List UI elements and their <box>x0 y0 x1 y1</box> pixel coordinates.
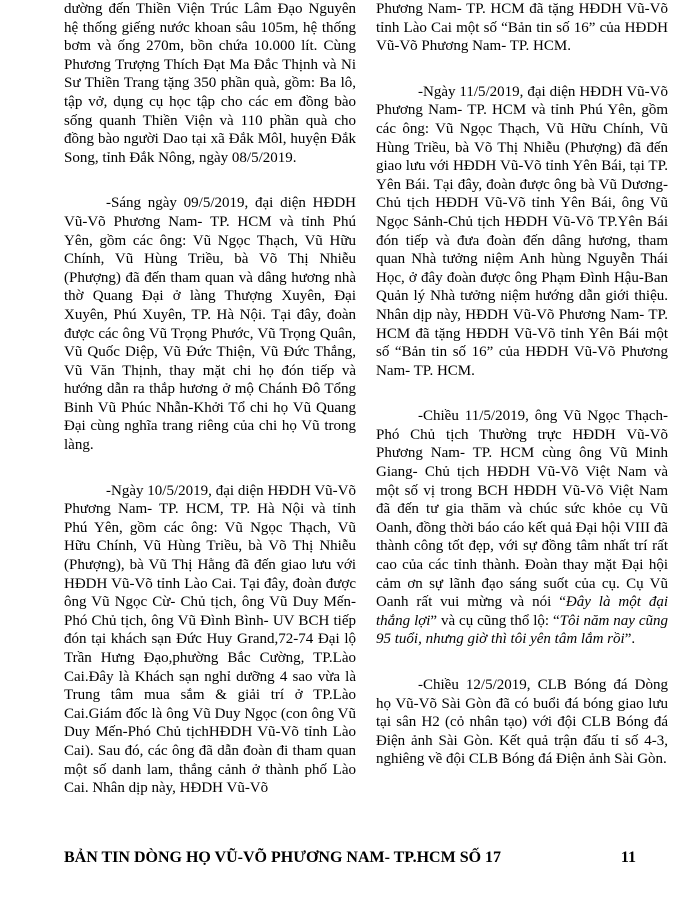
right-column <box>376 0 668 769</box>
right-paragraph-4: -Chiều 12/5/2019, CLB Bóng đá Dòng họ Vũ-Võ Sài Gòn đã có buổi đá bóng giao lưu tại sân H2 (cỏ nhân tạo) với đội CLB Bóng đá Điện ảnh Sài Gòn. Kết quả trận đấu tỉ số 4-3, nghiêng về đội CLB Bóng đá Điện ảnh Sài Gòn. <box>376 677 668 768</box>
right-paragraph-1: Phương Nam- TP. HCM đã tặng HĐDH Vũ-Võ tỉnh Lào Cai một số “Bản tin số 16” của HĐDH Vũ-Võ Phương Nam- TP. HCM. <box>376 1 668 55</box>
left-column <box>64 0 356 798</box>
paragraph-text: -Chiều 11/5/2019, ông Vũ Ngọc Thạch- Phó Chủ tịch Thường trực HĐDH Vũ-Võ Phương Nam- TP. HCM cùng ông Vũ Minh Giang- Chủ tịch HĐDH Vũ-Võ Việt Nam và một số vị trong BCH HĐDH Vũ-Võ Việt Nam đã đến tư gia thăm và chúc sức khỏe cụ Vũ Oanh, đồng thời báo cáo kết quả Đại hội VIII đã thành công tốt đẹp, với sự đồng tâm nhất trí rất cao của các tỉnh thành. Đoàn thay mặt Đại hội cảm ơn sự lãnh đạo sáng suốt của cụ. Cụ Vũ Oanh rất vui mừng và nói “ <box>376 408 668 611</box>
page-number: 11 <box>620 849 636 866</box>
quote-text: Tôi năm nay cũng 95 tuổi, nhưng giờ thì tôi yên tâm lắm rồi <box>376 612 668 648</box>
right-paragraph-2: -Ngày 11/5/2019, đại diện HĐDH Vũ-Võ Phương Nam- TP. HCM và tỉnh Phú Yên, gồm các ông: Vũ Ngọc Thạch, Vũ Hữu Chính, Vũ Hùng Triều, bà Võ Thị Nhiễu (Phượng) đã đến giao lưu với HĐDH Vũ-Võ tỉnh Yên Bái, tại TP. Yên Bái. Tại đây, đoàn được ông bà Vũ Dương- Chủ tịch HĐDH Vũ-Võ tỉnh Yên Bái, ông Vũ Ngọc Sảnh-Chủ tịch HĐDH Vũ-Võ TP.Yên Bái đón tiếp và đưa đoàn đến dâng hương, tham quan Nhà tưởng niệm Anh hùng Nguyễn Thái Học, ở đây đoàn được ông Phạm Đình Hậu-Ban Quản lý Nhà tưởng niệm hướng dẫn giới thiệu. Nhân dịp này, HĐDH Vũ-Võ Phương Nam- TP. HCM đã tặng HĐDH Vũ-Võ tỉnh Yên Bái một số “Bản tin số 16” của HĐDH Vũ-Võ Phương Nam- TP. HCM. <box>376 83 668 379</box>
left-paragraph-1: dường đến Thiền Viện Trúc Lâm Đạo Nguyên hệ thống giếng nước khoan sâu 105m, hệ thống bơm và ống 270m, bồn chứa 10.000 lít. Cùng Phương Trượng Thích Đạt Ma Đắc Thịnh và Ni Sư Thiền Trang tặng 350 phần quà, gồm: Ba lô, tập vở, dụng cụ học tập cho các em đồng bào sống quanh Thiền Viện và 110 phần quà cho đồng bào người Dao tại xã Đắk Môl, huyện Đắk Song, tỉnh Đắk Nông, ngày 08/5/2019. <box>64 1 356 166</box>
page-footer <box>64 848 668 868</box>
right-paragraph-3 <box>376 407 668 649</box>
left-paragraph-3: -Ngày 10/5/2019, đại diện HĐDH Vũ-Võ Phương Nam- TP. HCM, TP. Hà Nội và tỉnh Phú Yên, gồm các ông: Vũ Ngọc Thạch, Vũ Hữu Chính, Vũ Hùng Triều, bà Võ Thị Nhiễu (Phượng), bà Vũ Thị Hằng đã đến giao lưu với HĐDH Vũ-Võ tỉnh Lào Cai. Tại đây, đoàn được ông Vũ Ngọc Cừ- Chủ tịch, ông Vũ Duy Mến- Phó Chủ tịch, ông Vũ Đình Bình- UV BCH tiếp đón tại khách sạn Đức Huy Grand,72-74 Đại lộ Trần Hưng Đạo,phường Bắc Cường, TP.Lào Cai.Đây là Khách sạn nghỉ dưỡng 4 sao vừa là Trung tâm mua sắm & giải trí ở TP.Lào Cai.Giám đốc là ông Vũ Duy Ngọc (con ông Vũ Duy Mến-Phó Chủ tịchHĐDH Vũ-Võ tỉnh Lào Cai). Sau đó, các ông đã dẫn đoàn đi tham quan một số danh lam, thắng cảnh ở thành phố Lào Cai. Nhân dịp này, HĐDH Vũ-Võ <box>64 482 356 797</box>
paragraph-text: ” và cụ cũng thổ lộ: “ <box>430 612 560 629</box>
left-paragraph-2: -Sáng ngày 09/5/2019, đại diện HĐDH Vũ-Võ Phương Nam- TP. HCM và tỉnh Phú Yên, gồm các ông: Vũ Ngọc Thạch, Vũ Hữu Chính, Vũ Hùng Triều, bà Võ Thị Nhiễu (Phượng) đã đến tham quan và dâng hương nhà thờ Quang Đại ở làng Thượng Xuyên, Đại Xuyên, Phú Xuyên, TP. Hà Nội. Tại đây, đoàn được các ông Vũ Trọng Phước, Vũ Trọng Quân, Vũ Quốc Diệp, Vũ Đức Thiện, Vũ Đức Thắng, Vũ Văn Thịnh, thay mặt chi họ đón tiếp và hướng dẫn ra thắp hương ở mộ Chánh Đô Tổng Binh Vũ Phúc Nhẫn-Khởi Tổ chi họ Vũ Quang Đại cùng nghĩa trang riêng của chi họ Vũ trong làng. <box>64 195 356 454</box>
footer-title: BẢN TIN DÒNG HỌ VŨ-VÕ PHƯƠNG NAM- TP.HCM SỐ 17 <box>64 849 502 866</box>
quote-text: Đây là một đại thắng lợi <box>376 594 669 629</box>
paragraph-text: ”. <box>624 631 636 648</box>
